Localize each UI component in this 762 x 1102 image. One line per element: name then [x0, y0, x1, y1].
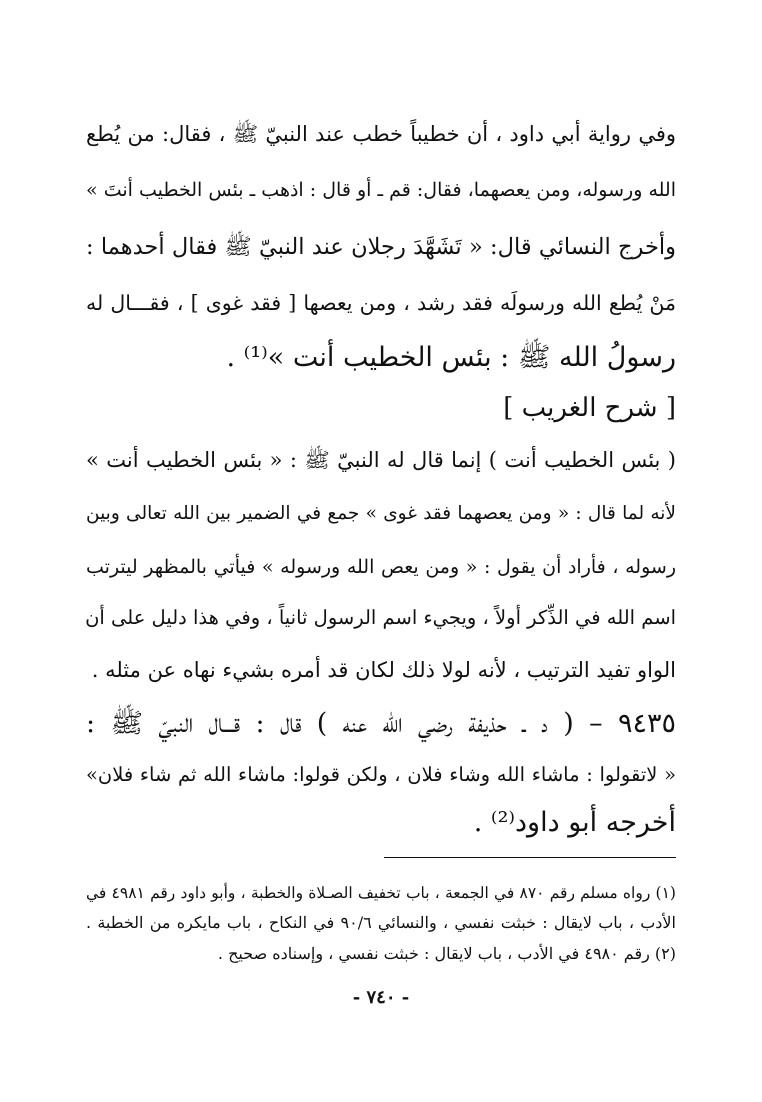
- hadith-line-1: ٩٤٣٥ – ( د ـ حذيفة رضي الله عنه ) قال : قـــال النبيّ ﷺ :: [86, 708, 676, 739]
- footnote-line-1: (١) رواه مسلم رقم ٨٧٠ في الجمعة ، باب تخفيف الصـلاة والخطبة ، وأبو داود رقم ٤٩٨١ في: [86, 884, 676, 902]
- section-heading: [ شرح الغريب ]: [503, 393, 676, 423]
- text-line-3: وأخرج النسائي قال: « تَشَهَّدَ رجلان عند النبيّ ﷺ فقال أحدهما :: [86, 234, 676, 260]
- explanation-line-4: اسم الله في الذِّكر أولاً ، ويجيء اسم الرسول ثانياً ، وفي هذا دليل على أن: [85, 606, 676, 629]
- footnote-divider: [384, 857, 676, 858]
- explanation-line-2: لأنه لما قال : « ومن يعصهما فقد غوى » جمع في الضمير بين الله تعالى وبين: [86, 503, 676, 524]
- footnote-line-2: الأدب ، باب لايقال : خبثت نفسي ، والنسائي ٩٠/٦ في النكاح ، باب مايكره من الخطبة .: [86, 913, 677, 932]
- explanation-line-1: ( بئس الخطيب أنت ) إنما قال له النبيّ ﷺ : « بئس الخطيب أنت »: [86, 448, 676, 472]
- explanation-line-5: الواو تفيد الترتيب ، لأنه لولا ذلك لكان قد أمره بشيء نهاه عن مثله .: [91, 658, 676, 682]
- text-line-4: مَنْ يُطع الله ورسولَه فقد رشد ، ومن يعصها [ فقد غوى ] ، فقـــال له: [86, 291, 676, 315]
- footnote-line-3: (٢) رقم ٤٩٨٠ في الأدب ، باب لايقال : خبثت نفسي ، وإسناده صحيح .: [217, 944, 676, 963]
- text-line-2: الله ورسوله، ومن يعصهما، فقال: قم ـ أو قال : اذهب ـ بئس الخطيب أنتَ »: [86, 179, 676, 201]
- text-line-1: وفي رواية أبي داود ، أن خطيباً خطب عند النبيّ ﷺ ، فقال: من يُطع: [86, 122, 676, 146]
- text-line-5: رسولُ الله ﷺ : بئس الخطيب أنت »⁽¹⁾ .: [226, 342, 676, 373]
- hadith-line-2: « لاتقولوا : ماشاء الله وشاء فلان ، ولكن قولوا: ماشاء الله ثم شاء فلان»: [86, 763, 676, 786]
- hadith-line-3: أخرجه أبو داود⁽²⁾ .: [473, 807, 676, 838]
- explanation-line-3: رسوله ، فأراد أن يقول : « ومن يعص الله ورسوله » فيأتي بالمظهر ليترتب: [86, 556, 676, 578]
- page-number: - ٧٤٠ -: [352, 987, 410, 1008]
